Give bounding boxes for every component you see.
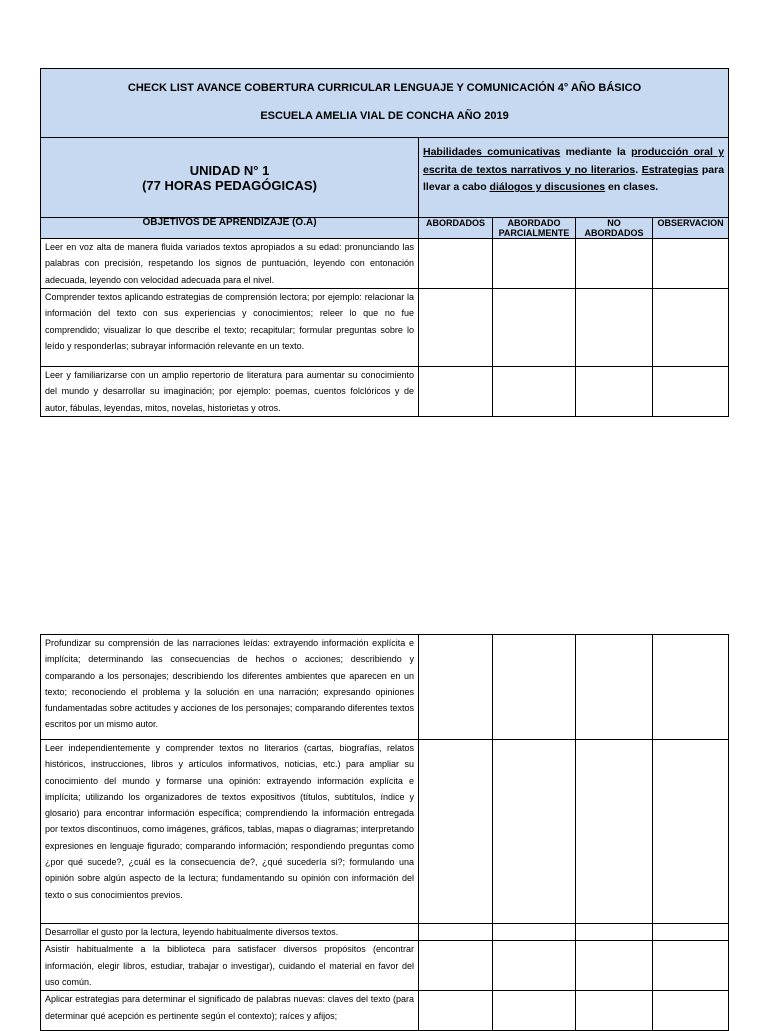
objective-text: Leer y familiarizarse con un amplio repertorio de literatura para aumentar su conocimiento del mundo y desarrollar su imaginación; por ejemplo: poemas, cuentos folclóricos y de autor, fábulas, leyendas, mitos, novelas, historietas y otros. xyxy=(41,367,419,417)
table-row xyxy=(41,635,729,740)
title-row xyxy=(41,69,729,138)
check-cell-parcial[interactable] xyxy=(493,941,576,991)
col-header-parcial: ABORDADO PARCIALMENTE xyxy=(493,218,576,239)
unit-row xyxy=(41,138,729,218)
objective-text: Leer en voz alta de manera fluida variados textos apropiados a su edad: pronunciando las palabras con precisión, respetando los signos de puntuación, leyendo con entonación adecuada, leyendo con velocidad adecuada para el nivel. xyxy=(41,239,419,289)
objective-text: Profundizar su comprensión de las narraciones leídas: extrayendo información explícita e implícita; determinando las consecuencias de hechos o acciones; describiendo y comparando a los personajes; describiendo los diferentes ambientes que aparecen en un texto; reconociendo el problema y la solución en una narración; expresando opiniones fundamentadas sobre actitudes y acciones de los personajes; comparando diferentes textos escritos por un mismo autor. xyxy=(41,635,419,740)
table-row xyxy=(41,289,729,367)
check-cell-abordado[interactable] xyxy=(419,941,493,991)
check-cell-no-abordado[interactable] xyxy=(576,924,653,941)
check-cell-parcial[interactable] xyxy=(493,740,576,924)
objective-text: Aplicar estrategias para determinar el significado de palabras nuevas: claves del texto (para determinar qué acepción es pertinente según el contexto); raíces y afijos; xyxy=(41,991,419,1031)
check-cell-abordado[interactable] xyxy=(419,924,493,941)
observation-cell[interactable] xyxy=(653,941,729,991)
unit-skills: Habilidades comunicativas mediante la producción oral y escrita de textos narrativos y no literarios. Estrategias para llevar a cabo diálogos y discusiones en clases. xyxy=(419,138,729,218)
check-cell-no-abordado[interactable] xyxy=(576,740,653,924)
table-row xyxy=(41,367,729,417)
table-row xyxy=(41,239,729,289)
unit-hours: (77 HORAS PEDAGÓGICAS) xyxy=(142,177,317,193)
objective-text: Asistir habitualmente a la biblioteca para satisfacer diversos propósitos (encontrar información, elegir libros, estudiar, trabajar o investigar), cuidando el material en favor del uso común. xyxy=(41,941,419,991)
check-cell-abordado[interactable] xyxy=(419,289,493,367)
observation-cell[interactable] xyxy=(653,289,729,367)
objective-text: Leer independientemente y comprender textos no literarios (cartas, biografías, relatos históricos, instrucciones, libros y artículos informativos, noticias, etc.) para ampliar su conocimiento del mundo y formarse una opinión: extrayendo información explícita e implícita; utilizando los organizadores de textos expositivos (títulos, subtítulos, índice y glosario) para encontrar información específica; comprendiendo la información entregada por textos discontinuos, como imágenes, gráficos, tablas, mapas o diagramas; interpretando expresiones en lenguaje figurado; comparando información; respondiendo preguntas como ¿por qué sucede?, ¿cuál es la consecuencia de?, ¿qué sucedería si?; formulando una opinión sobre algún aspecto de la lectura; fundamentando su opinión con información del texto o sus conocimientos previos. xyxy=(41,740,419,924)
check-cell-parcial[interactable] xyxy=(493,991,576,1031)
check-cell-parcial[interactable] xyxy=(493,239,576,289)
check-cell-parcial[interactable] xyxy=(493,367,576,417)
table-row xyxy=(41,941,729,991)
observation-cell[interactable] xyxy=(653,924,729,941)
check-cell-abordado[interactable] xyxy=(419,991,493,1031)
objective-text: Comprender textos aplicando estrategias de comprensión lectora; por ejemplo: relacionar la información del texto con sus experiencias y conocimientos; releer lo que no fue comprendido; visualizar lo que describe el texto; recapitular; formular preguntas sobre lo leído y responderlas; subrayar información relevante en un texto. xyxy=(41,289,419,367)
table-row xyxy=(41,924,729,941)
column-header-row xyxy=(41,218,729,239)
check-cell-no-abordado[interactable] xyxy=(576,289,653,367)
check-cell-parcial[interactable] xyxy=(493,289,576,367)
checklist-table-page1 xyxy=(40,68,729,417)
checklist-table-page2 xyxy=(40,634,729,1031)
col-header-abordados: ABORDADOS xyxy=(419,218,493,239)
check-cell-abordado[interactable] xyxy=(419,239,493,289)
col-header-observacion: OBSERVACION xyxy=(653,218,729,239)
check-cell-no-abordado[interactable] xyxy=(576,635,653,740)
check-cell-parcial[interactable] xyxy=(493,635,576,740)
check-cell-no-abordado[interactable] xyxy=(576,367,653,417)
objective-text: Desarrollar el gusto por la lectura, leyendo habitualmente diversos textos. xyxy=(41,924,419,941)
check-cell-abordado[interactable] xyxy=(419,367,493,417)
check-cell-no-abordado[interactable] xyxy=(576,941,653,991)
observation-cell[interactable] xyxy=(653,635,729,740)
check-cell-parcial[interactable] xyxy=(493,924,576,941)
col-header-oa: OBJETIVOS DE APRENDIZAJE (O.A) xyxy=(41,218,419,239)
document-title-line1: CHECK LIST AVANCE COBERTURA CURRICULAR LENGUAJE Y COMUNICACIÓN 4° AÑO BÁSICO xyxy=(127,82,642,94)
document-title xyxy=(41,69,729,138)
check-cell-abordado[interactable] xyxy=(419,740,493,924)
table-row xyxy=(41,991,729,1031)
unit-cell xyxy=(41,138,419,218)
col-header-no-abordados: NO ABORDADOS xyxy=(576,218,653,239)
check-cell-no-abordado[interactable] xyxy=(576,991,653,1031)
check-cell-no-abordado[interactable] xyxy=(576,239,653,289)
observation-cell[interactable] xyxy=(653,991,729,1031)
check-cell-abordado[interactable] xyxy=(419,635,493,740)
school-year-line: ESCUELA AMELIA VIAL DE CONCHA AÑO 2019 xyxy=(260,110,509,122)
observation-cell[interactable] xyxy=(653,740,729,924)
table-row xyxy=(41,740,729,924)
observation-cell[interactable] xyxy=(653,367,729,417)
unit-name: UNIDAD N° 1 xyxy=(189,162,270,178)
observation-cell[interactable] xyxy=(653,239,729,289)
